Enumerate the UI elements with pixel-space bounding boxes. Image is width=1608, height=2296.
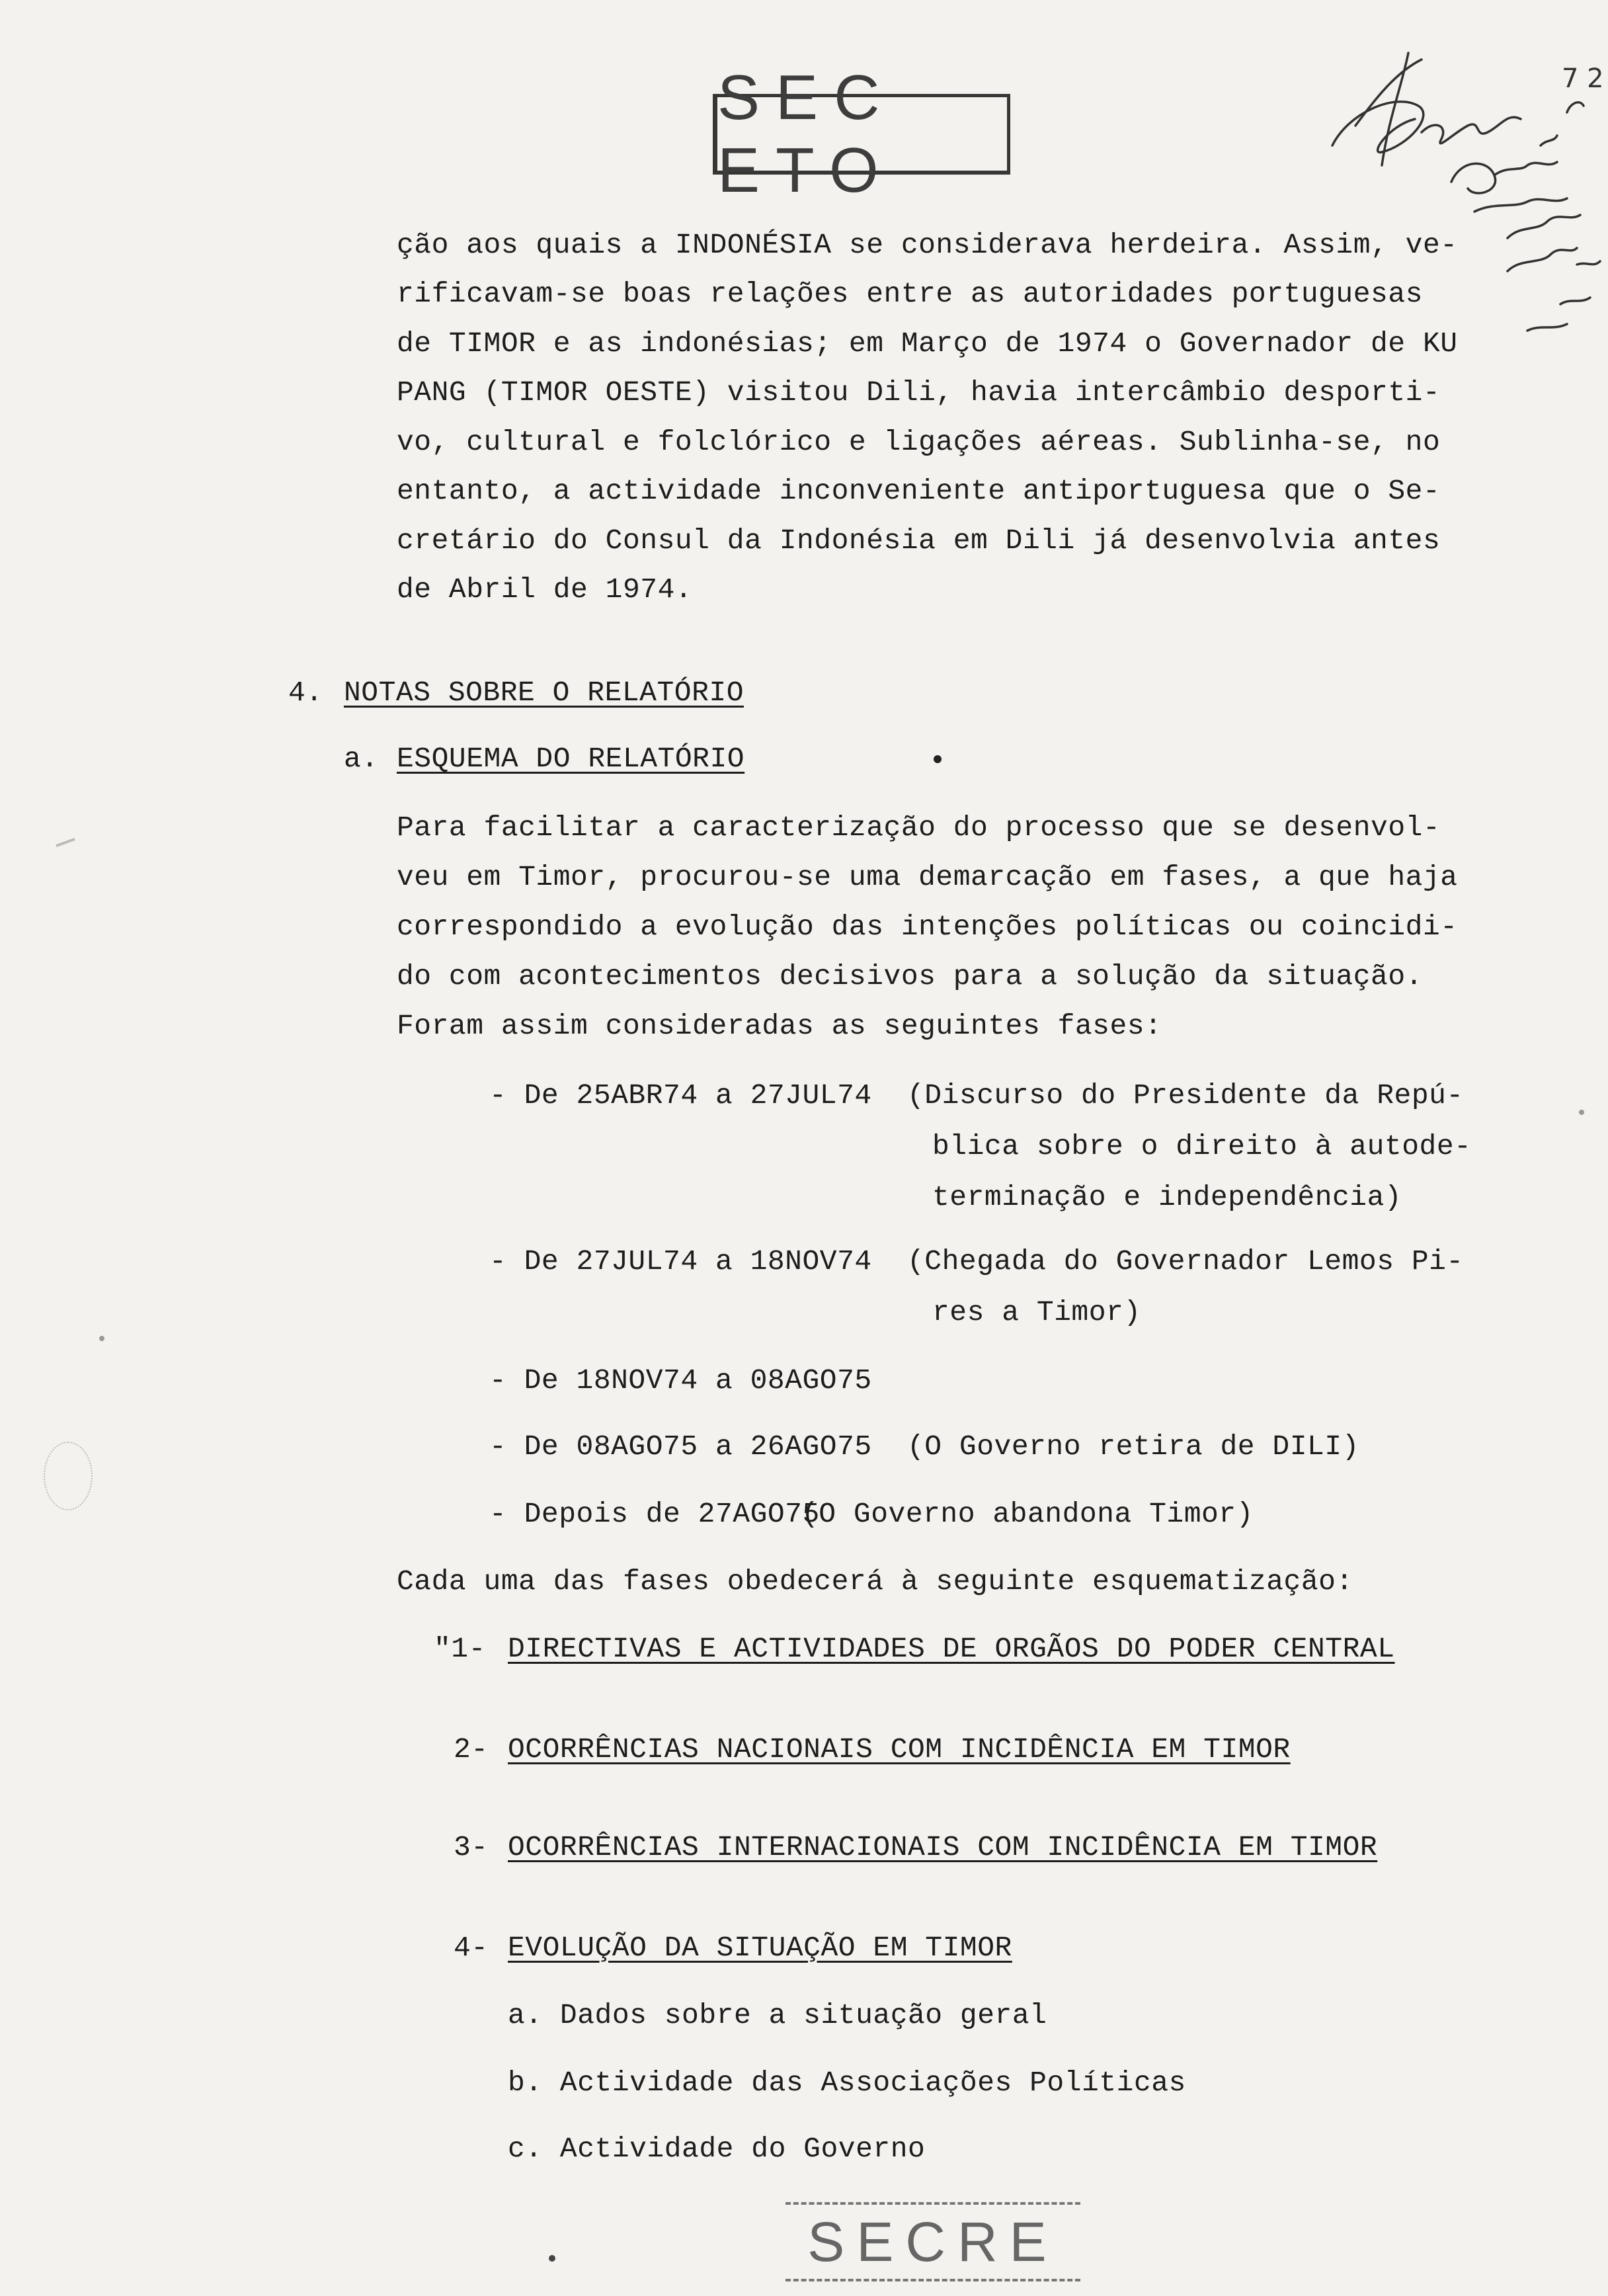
- phase-note: (O Governo retira de DILI): [907, 1430, 1359, 1463]
- intro-line: vo, cultural e folclórico e ligações aéreas. Sublinha-se, no: [397, 426, 1441, 458]
- section-title: NOTAS SOBRE O RELATÓRIO: [344, 676, 744, 709]
- phase-note: res a Timor): [932, 1296, 1141, 1329]
- classification-stamp-top: SEC ETO: [713, 94, 1010, 175]
- handwritten-signature: [1309, 33, 1608, 377]
- scan-dot: [99, 1336, 104, 1341]
- schema-item-title: DIRECTIVAS E ACTIVIDADES DE ORGÃOS DO PODER CENTRAL: [508, 1633, 1395, 1665]
- schema-line: Foram assim consideradas as seguintes fases:: [397, 1010, 1162, 1042]
- intro-line: ção aos quais a INDONÉSIA se considerava herdeira. Assim, ve-: [397, 229, 1458, 261]
- intro-line: PANG (TIMOR OESTE) visitou Dili, havia intercâmbio desporti-: [397, 376, 1441, 409]
- schema-line: Para facilitar a caracterização do processo que se desenvol-: [397, 811, 1441, 844]
- intro-line: de Abril de 1974.: [397, 573, 693, 606]
- intro-line: de TIMOR e as indonésias; em Março de 1974 o Governador de KU: [397, 327, 1458, 360]
- scan-artifact: [44, 1442, 93, 1510]
- phase-note: blica sobre o direito à autode-: [932, 1130, 1472, 1163]
- section-number: 4.: [288, 676, 323, 709]
- phase-range: - De 08AGO75 a 26AGO75: [489, 1430, 872, 1463]
- intro-line: cretário do Consul da Indonésia em Dili já desenvolvia antes: [397, 524, 1441, 557]
- handwritten-page-number: 7 2: [1562, 63, 1604, 94]
- phase-note: terminação e independência): [932, 1181, 1402, 1213]
- scan-dot: [549, 2255, 555, 2262]
- schema-line: correspondido a evolução das intenções políticas ou coincidi-: [397, 911, 1458, 943]
- sub-item: a. Dados sobre a situação geral: [508, 1999, 1047, 2031]
- schema-line: veu em Timor, procurou-se uma demarcação em fases, a que haja: [397, 861, 1458, 893]
- schema-line: do com acontecimentos decisivos para a solução da situação.: [397, 960, 1423, 993]
- subsection-letter: a.: [344, 743, 379, 775]
- intro-line: entanto, a actividade inconveniente antiportuguesa que o Se-: [397, 475, 1441, 507]
- schema-item-number: "1-: [434, 1633, 486, 1665]
- schema-item-title: OCORRÊNCIAS INTERNACIONAIS COM INCIDÊNCIA EM TIMOR: [508, 1831, 1378, 1864]
- sub-item: b. Actividade das Associações Políticas: [508, 2067, 1186, 2099]
- phase-range: - De 18NOV74 a 08AGO75: [489, 1364, 872, 1397]
- phase-note: (Discurso do Presidente da Repú-: [907, 1079, 1464, 1112]
- phase-range: - Depois de 27AGO75: [489, 1498, 820, 1530]
- phase-range: - De 25ABR74 a 27JUL74: [489, 1079, 872, 1112]
- schema-item-number: 4-: [454, 1932, 489, 1964]
- phase-range: - De 27JUL74 a 18NOV74: [489, 1245, 872, 1278]
- subsection-title: ESQUEMA DO RELATÓRIO: [397, 743, 745, 775]
- phase-note: (Chegada do Governador Lemos Pi-: [907, 1245, 1464, 1278]
- scan-dot: [56, 838, 75, 847]
- schema-intro: Cada uma das fases obedecerá à seguinte esquematização:: [397, 1565, 1353, 1598]
- intro-line: rificavam-se boas relações entre as autoridades portuguesas: [397, 278, 1423, 310]
- schema-item-number: 2-: [454, 1733, 489, 1766]
- schema-item-title: OCORRÊNCIAS NACIONAIS COM INCIDÊNCIA EM TIMOR: [508, 1733, 1291, 1766]
- schema-item-title: EVOLUÇÃO DA SITUAÇÃO EM TIMOR: [508, 1932, 1012, 1964]
- scan-dot: [1579, 1110, 1584, 1115]
- schema-item-number: 3-: [454, 1831, 489, 1864]
- classification-stamp-bottom: SECRE: [785, 2202, 1080, 2281]
- phase-note: (O Governo abandona Timor): [801, 1498, 1254, 1530]
- scan-dot: [934, 755, 942, 763]
- sub-item: c. Actividade do Governo: [508, 2133, 926, 2165]
